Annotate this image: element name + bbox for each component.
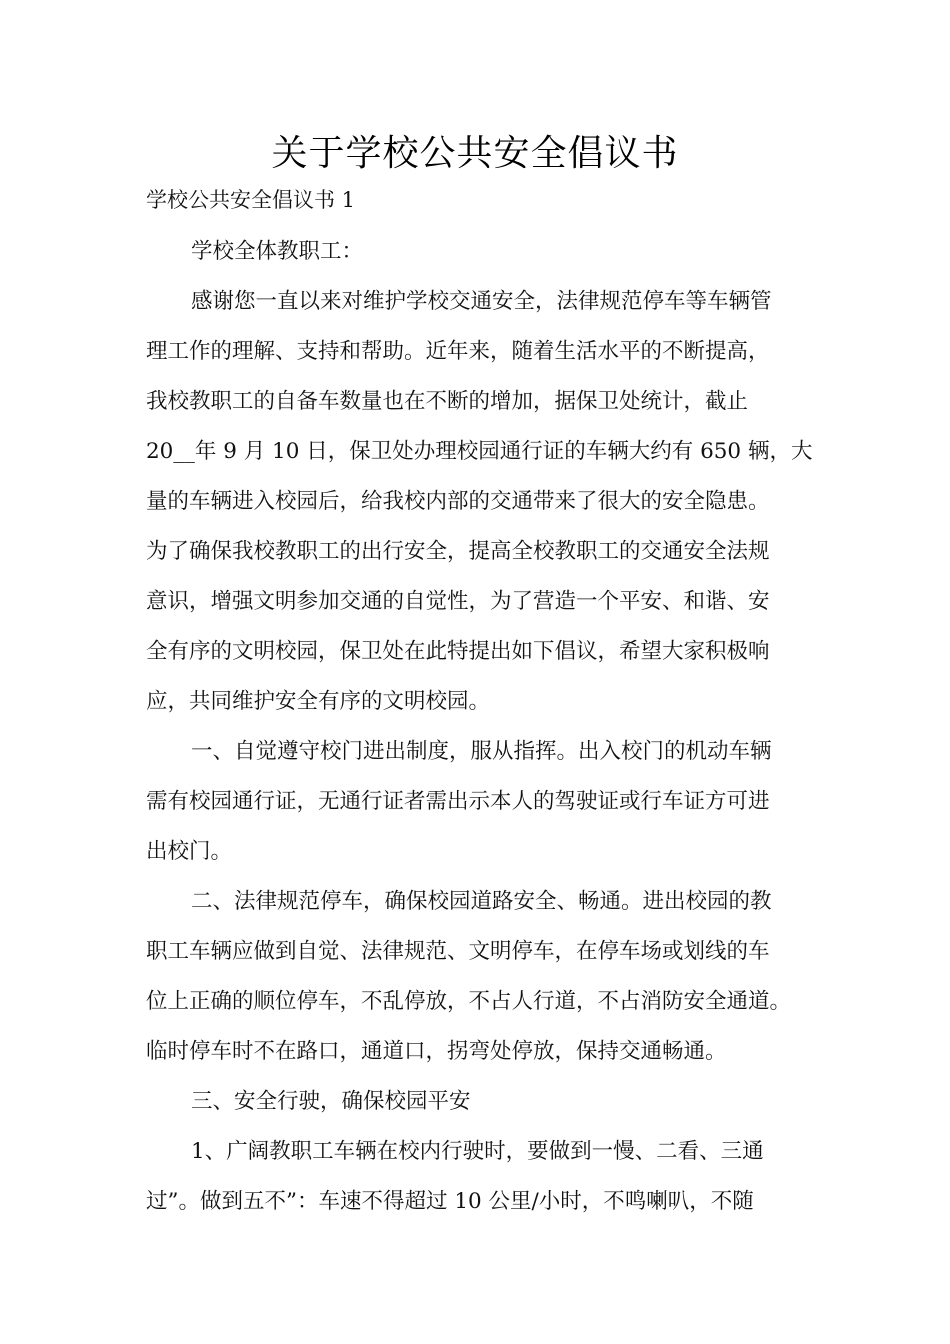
body-line: 临时停车时不在路口，通道口，拐弯处停放，保持交通畅通。 <box>146 1039 727 1064</box>
body-line: 为了确保我校教职工的出行安全，提高全校教职工的交通安全法规 <box>146 539 770 564</box>
body-line: 20__年 9 月 10 日，保卫处办理校园通行证的车辆大约有 650 辆，大 <box>146 439 813 464</box>
body-line: 二、法律规范停车，确保校园道路安全、畅通。进出校园的教 <box>191 889 772 914</box>
body-line: 感谢您一直以来对维护学校交通安全，法律规范停车等车辆管 <box>191 289 772 314</box>
body-line: 全有序的文明校园，保卫处在此特提出如下倡议，希望大家积极响 <box>146 639 770 664</box>
body-line: 一、自觉遵守校门进出制度，服从指挥。出入校门的机动车辆 <box>191 739 772 764</box>
body-line: 我校教职工的自备车数量也在不断的增加，据保卫处统计，截止 <box>146 389 749 414</box>
document-title: 关于学校公共安全倡议书 <box>271 133 679 174</box>
body-line: 位上正确的顺位停车，不乱停放，不占人行道，不占消防安全通道。 <box>146 989 792 1014</box>
body-line: 量的车辆进入校园后，给我校内部的交通带来了很大的安全隐患。 <box>146 489 770 514</box>
body-line: 需有校园通行证，无通行证者需出示本人的驾驶证或行车证方可进 <box>146 789 770 814</box>
body-line: 理工作的理解、支持和帮助。近年来，随着生活水平的不断提高， <box>146 339 770 364</box>
body-line: 职工车辆应做到自觉、法律规范、文明停车，在停车场或划线的车 <box>146 939 770 964</box>
body-line: 意识，增强文明参加交通的自觉性，为了营造一个平安、和谐、安 <box>146 589 770 614</box>
body-line: 出校门。 <box>146 839 233 864</box>
section-heading: 三、安全行驶，确保校园平安 <box>191 1089 471 1114</box>
body-line: 1、广阔教职工车辆在校内行驶时，要做到一慢、二看、三通 <box>191 1139 764 1164</box>
document-subtitle: 学校公共安全倡议书 1 <box>146 188 356 212</box>
salutation-line: 学校全体教职工： <box>191 239 364 264</box>
body-line: 过”。做到五不”：车速不得超过 10 公里/小时，不鸣喇叭，不随 <box>146 1189 754 1214</box>
body-line: 应，共同维护安全有序的文明校园。 <box>146 689 491 714</box>
